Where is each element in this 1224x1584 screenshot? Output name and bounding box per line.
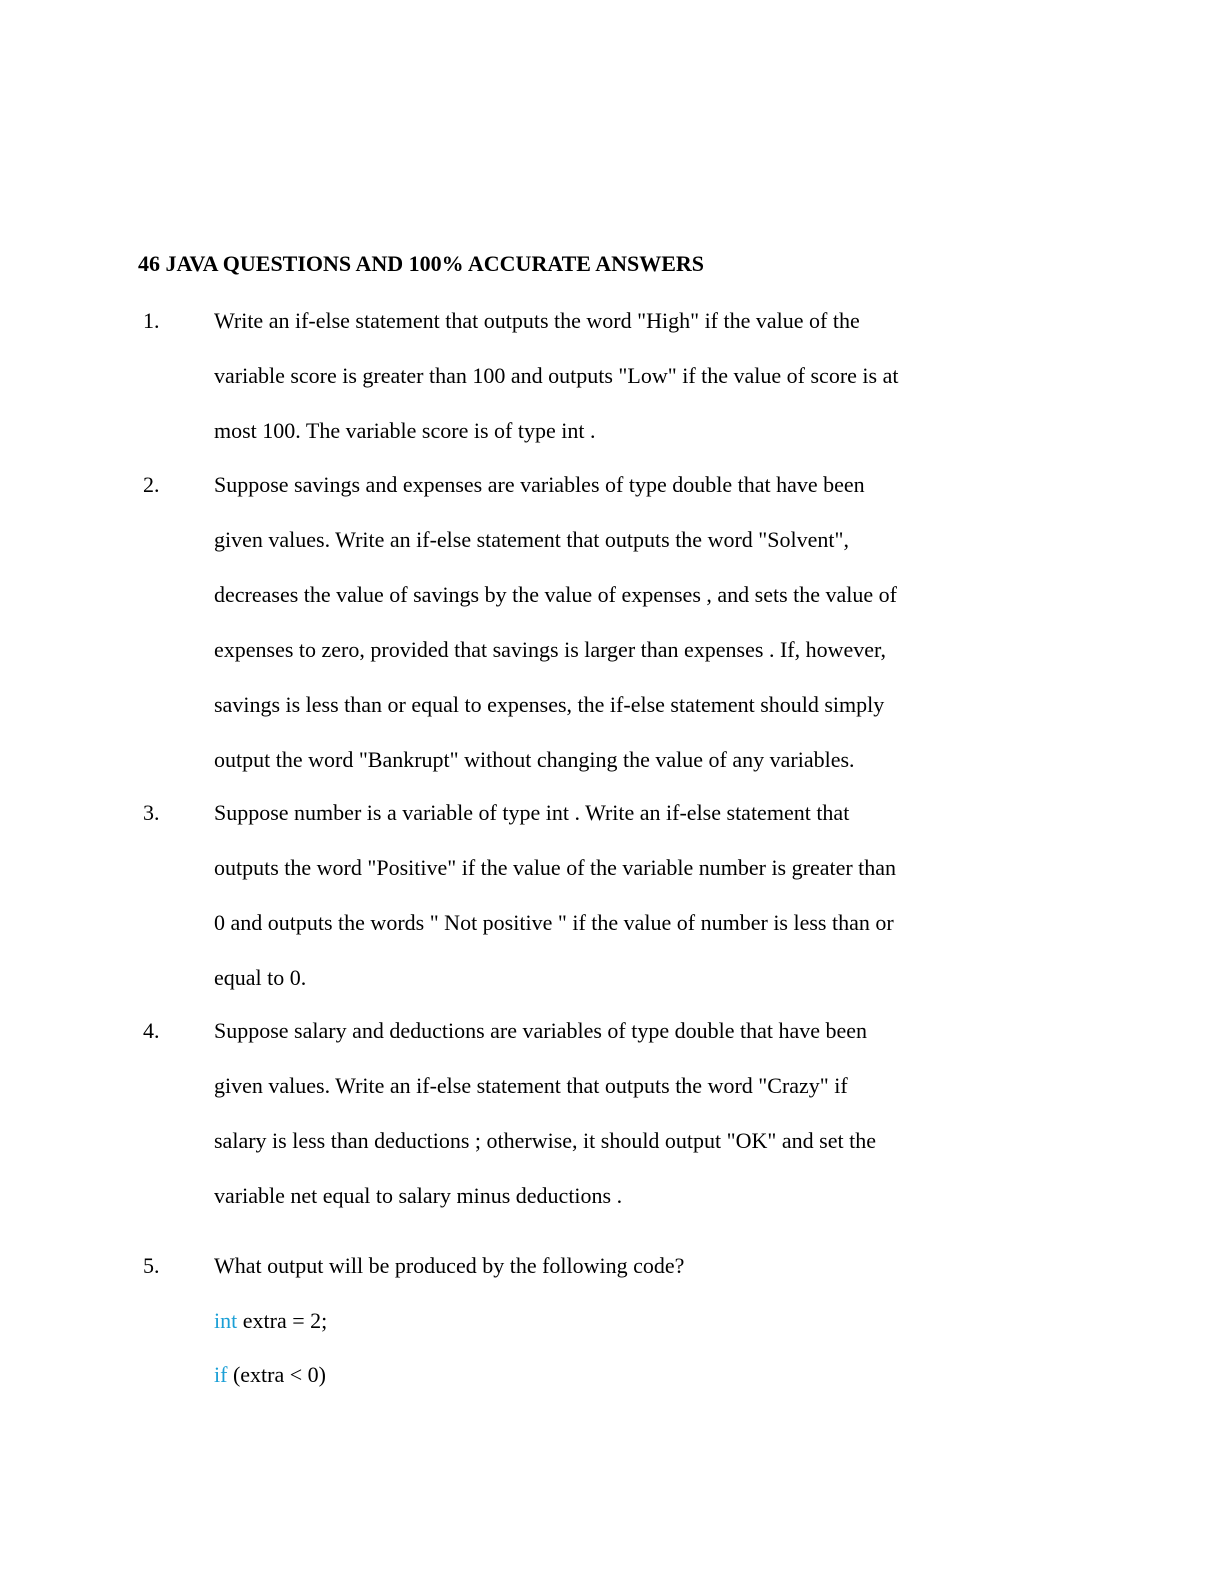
code-keyword: int — [214, 1308, 238, 1333]
question-text — [214, 293, 998, 458]
question-line: expenses to zero, provided that savings is larger than expenses . If, however, — [214, 637, 886, 662]
question-5 — [138, 1238, 998, 1293]
code-text: extra = 2; — [237, 1308, 328, 1333]
question-line: given values. Write an if-else statement that outputs the word "Solvent", — [214, 527, 849, 552]
question-2 — [138, 457, 998, 787]
question-text — [214, 1238, 998, 1293]
question-line: 0 and outputs the words " Not positive " if the value of number is less than or — [214, 910, 894, 935]
question-line: savings is less than or equal to expenses, the if-else statement should simply — [214, 692, 885, 717]
document-title: 46 JAVA QUESTIONS AND 100% ACCURATE ANSWERS — [138, 251, 705, 276]
code-line-1 — [214, 1293, 327, 1348]
code-line-2 — [214, 1347, 326, 1402]
question-line: most 100. The variable score is of type int . — [214, 418, 596, 443]
question-line: Suppose savings and expenses are variables of type double that have been — [214, 472, 865, 497]
question-line: salary is less than deductions ; otherwise, it should output "OK" and set the — [214, 1128, 876, 1153]
question-line: decreases the value of savings by the value of expenses , and sets the value of — [214, 582, 897, 607]
question-4 — [138, 1003, 998, 1223]
question-text — [214, 1003, 998, 1223]
question-1 — [138, 293, 998, 458]
question-3 — [138, 785, 998, 1005]
question-number: 4. — [143, 1018, 160, 1043]
question-line: What output will be produced by the following code? — [214, 1253, 685, 1278]
question-text — [214, 457, 998, 787]
question-number: 1. — [143, 308, 160, 333]
question-number: 3. — [143, 800, 160, 825]
code-keyword: if — [214, 1362, 228, 1387]
question-line: equal to 0. — [214, 965, 307, 990]
question-line: Suppose number is a variable of type int . Write an if-else statement that — [214, 800, 850, 825]
code-text: (extra < 0) — [227, 1362, 326, 1387]
question-line: outputs the word "Positive" if the value of the variable number is greater than — [214, 855, 897, 880]
question-number: 5. — [143, 1253, 160, 1278]
question-line: given values. Write an if-else statement that outputs the word "Crazy" if — [214, 1073, 848, 1098]
question-line: Write an if-else statement that outputs the word "High" if the value of the — [214, 308, 860, 333]
question-line: variable net equal to salary minus deductions . — [214, 1183, 623, 1208]
question-line: output the word "Bankrupt" without changing the value of any variables. — [214, 747, 855, 772]
question-line: variable score is greater than 100 and outputs "Low" if the value of score is at — [214, 363, 899, 388]
question-text — [214, 785, 998, 1005]
question-line: Suppose salary and deductions are variables of type double that have been — [214, 1018, 868, 1043]
question-number: 2. — [143, 472, 160, 497]
